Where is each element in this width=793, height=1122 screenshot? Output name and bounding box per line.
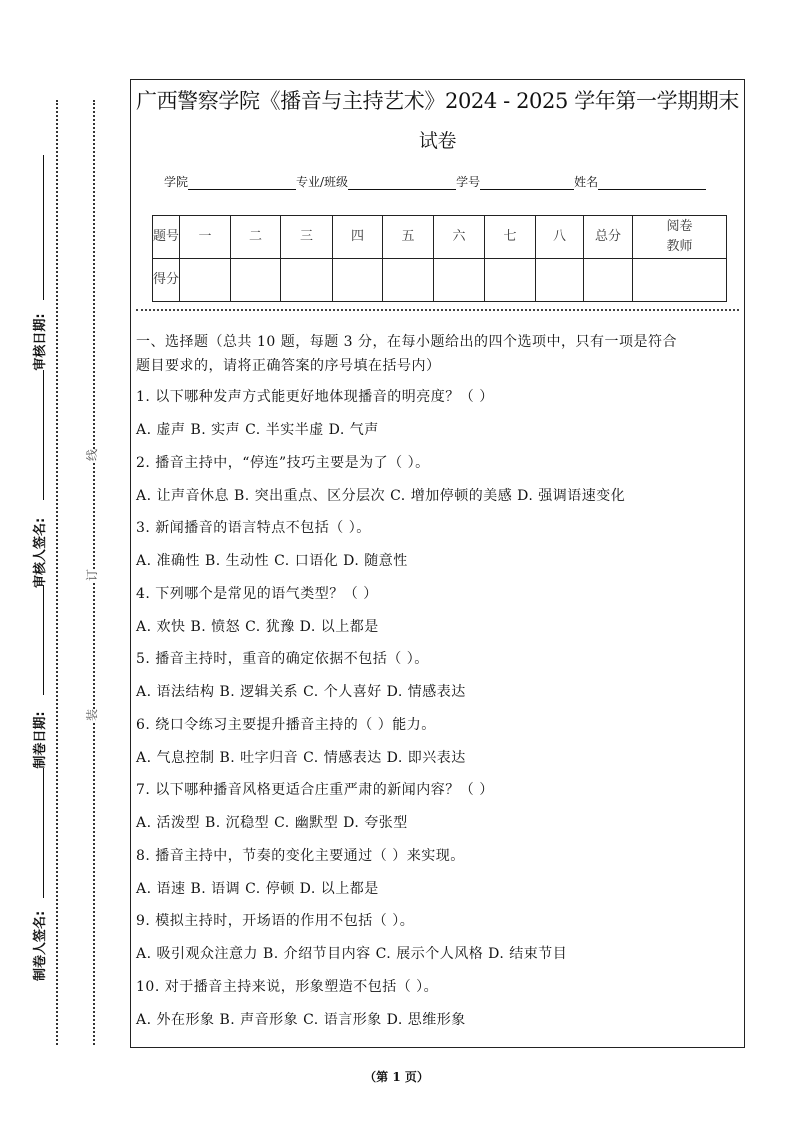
header-cell: 七: [485, 216, 536, 259]
page-number: （第 1 页）: [364, 1070, 429, 1084]
question-text: 6. 绕口令练习主要提升播音主持的（ ）能力。: [136, 716, 436, 733]
question-text: 9. 模拟主持时，开场语的作用不包括（ ）。: [136, 913, 415, 929]
student-info: [164, 173, 706, 190]
score-cell[interactable]: [536, 259, 584, 302]
question-options: A. 吸引观众注意力 B. 介绍节目内容 C. 展示个人风格 D. 结束节目: [136, 946, 568, 962]
header-cell: 四: [333, 216, 383, 259]
header-cell: 题号: [153, 216, 180, 259]
score-cell[interactable]: [281, 259, 333, 302]
score-cell[interactable]: [434, 259, 485, 302]
question-options: A. 欢快 B. 愤怒 C. 犹豫 D. 以上都是: [136, 618, 379, 635]
separator-dotted: [136, 309, 739, 311]
question-options: A. 活泼型 B. 沉稳型 C. 幽默型 D. 夸张型: [136, 815, 408, 831]
score-row: [153, 259, 727, 302]
name-field[interactable]: [598, 175, 706, 190]
student-id-field[interactable]: [480, 175, 574, 190]
question-options: A. 让声音休息 B. 突出重点、区分层次 C. 增加停顿的美感 D. 强调语速变化: [136, 487, 626, 504]
score-cell[interactable]: [231, 259, 281, 302]
question-options: A. 气息控制 B. 吐字归音 C. 情感表达 D. 即兴表达: [136, 749, 466, 766]
question-options: A. 外在形象 B. 声音形象 C. 语言形象 D. 思维形象: [136, 1011, 466, 1028]
maker-sign-label: 制卷人签名:: [33, 910, 48, 981]
major-class-label: 专业/班级: [296, 175, 349, 189]
name-label: 姓名: [574, 175, 599, 189]
score-table-header: [153, 216, 727, 259]
header-cell: 三: [281, 216, 333, 259]
review-date-label: 审核日期:: [33, 313, 48, 371]
question-text: 7. 以下哪种播音风格更适合庄重严肃的新闻内容？（ ）: [136, 782, 494, 798]
header-cell: 一: [180, 216, 231, 259]
score-cell[interactable]: [180, 259, 231, 302]
header-cell: 总分: [584, 216, 633, 259]
make-date-line: [43, 585, 44, 695]
question-text: 3. 新闻播音的语言特点不包括（ ）。: [136, 520, 371, 536]
question-options: A. 准确性 B. 生动性 C. 口语化 D. 随意性: [136, 553, 408, 569]
score-cell[interactable]: [633, 259, 727, 302]
question-options: A. 语速 B. 语调 C. 停顿 D. 以上都是: [136, 880, 379, 897]
score-cell[interactable]: [333, 259, 383, 302]
reviewer-sign-label: 审核人签名:: [33, 517, 48, 588]
score-table: [152, 215, 727, 302]
student-id-label: 学号: [456, 175, 481, 189]
score-row-label: 得分: [153, 259, 180, 302]
make-date-label: 制卷日期:: [33, 711, 48, 769]
section-heading: 一、选择题（总共 10 题，每题 3 分，在每小题给出的四个选项中，只有一项是符合: [136, 334, 678, 350]
header-cell: 二: [231, 216, 281, 259]
header-cell: 六: [434, 216, 485, 259]
header-cell: 八: [536, 216, 584, 259]
reviewer-sign-line: [43, 370, 44, 500]
college-field[interactable]: [188, 175, 296, 190]
question-text: 10. 对于播音主持来说，形象塑造不包括（ ）。: [136, 978, 439, 995]
major-class-field[interactable]: [348, 175, 456, 190]
question-text: 1. 以下哪种发声方式能更好地体现播音的明亮度？（ ）: [136, 389, 494, 405]
review-date-line: [43, 155, 44, 300]
question-text: 5. 播音主持时，重音的确定依据不包括（ ）。: [136, 651, 429, 667]
question-text: 8. 播音主持中，节奏的变化主要通过（ ）来实现。: [136, 847, 465, 864]
score-cell[interactable]: [485, 259, 536, 302]
maker-sign-line: [43, 768, 44, 898]
score-cell[interactable]: [584, 259, 633, 302]
question-text: 2. 播音主持中，“停连”技巧主要是为了（ ）。: [136, 454, 430, 471]
college-label: 学院: [164, 175, 189, 189]
question-text: 4. 下列哪个是常见的语气类型？（ ）: [136, 585, 378, 602]
question-options: A. 虚声 B. 实声 C. 半实半虚 D. 气声: [136, 422, 379, 438]
header-cell: 五: [383, 216, 434, 259]
binding-dotted-line-outer: [56, 100, 58, 1045]
exam-title: 广西警察学院《播音与主持艺术》2024 - 2025 学年第一学期期末: [135, 89, 739, 113]
question-options: A. 语法结构 B. 逻辑关系 C. 个人喜好 D. 情感表达: [136, 684, 466, 700]
header-cell: 阅卷教师: [633, 216, 727, 259]
line-mark: 线: [85, 448, 100, 462]
bind-mark: 装: [85, 708, 100, 722]
section-heading-cont: 题目要求的，请将正确答案的序号填在括号内）: [136, 358, 441, 374]
score-cell[interactable]: [383, 259, 434, 302]
staple-mark: 订: [85, 568, 100, 582]
exam-title-cont: 试卷: [418, 130, 457, 152]
